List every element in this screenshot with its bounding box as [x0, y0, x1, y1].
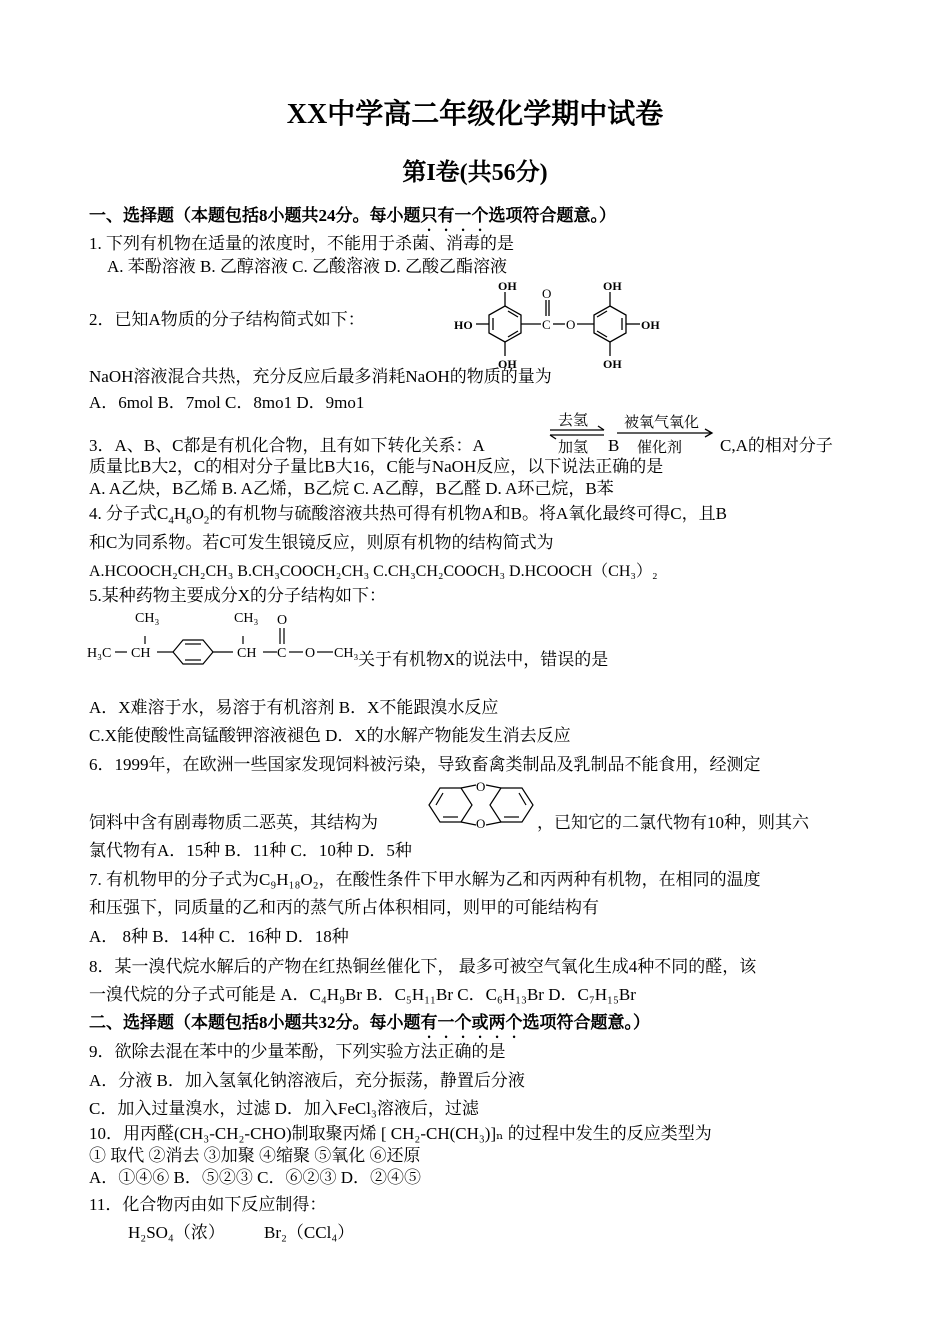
section-1-heading	[89, 205, 616, 235]
q5-label-ch3-top-2: CH₃	[234, 611, 259, 626]
q11-condition-1: H₂SO₄（浓）	[128, 1223, 225, 1242]
q5-label-ch3-top-1: CH₃	[135, 611, 160, 626]
q2-label-oh-bottom-right: OH	[603, 357, 622, 371]
q4-sub-1: 4	[168, 514, 174, 527]
q5-label-o-ester: O	[305, 646, 316, 661]
q7-line-1: 7. 有机物甲的分子式为C₉H₁₈O₂，在酸性条件下甲水解为乙和丙两种有机物，在相同的温度	[89, 870, 761, 889]
q2-label-oh-top-left: OH	[498, 279, 517, 293]
q9-options-cd: C．加入过量溴水，过滤 D．加入FeCl₃溶液后，过滤	[89, 1099, 479, 1118]
q4-sub-2: 8	[186, 514, 192, 527]
q3-options: A. A乙炔，B乙烯 B. A乙烯，B乙烷 C. A乙醇，B乙醛 D. A环己烷，B苯	[89, 479, 614, 498]
q1-stem-emphasis: 不能	[327, 234, 361, 253]
q2-label-carbonyl-oxygen: O	[542, 286, 552, 301]
q8-line-1: 8．某一溴代烷水解后的产物在红热铜丝催化下， 最多可被空气氧化生成4种不同的醛，该	[89, 957, 757, 976]
q3-stem-a: 3．A、B、C都是有机化合物，且有如下转化关系：A	[89, 436, 485, 455]
q5-options-ab: A．X难溶于水，易溶于有机溶剂 B．X不能跟溴水反应	[89, 698, 499, 717]
q6-oxygen-top: O	[476, 780, 486, 794]
q5-label-o-carbonyl: O	[277, 613, 288, 628]
q2-stem: 2．已知A物质的分子结构简式如下：	[89, 310, 365, 329]
q11-stem: 11．化合物丙由如下反应制得：	[89, 1195, 327, 1214]
q3-reaction-arrows	[542, 410, 727, 458]
q4-options: A.HCOOCH₂CH₂CH₃ B.CH₃COOCH₂CH₃ C.CH₃CH₂COOCH₃ D.HCOOCH（CH₃）₂	[89, 563, 658, 580]
q10-options: A．①④⑥ B．⑤②③ C．⑥②③ D．②④⑤	[89, 1168, 421, 1187]
q5-label-ch-2: CH	[237, 646, 257, 661]
q5-options-cd: C.X能使酸性高锰酸钾溶液褪色 D．X的水解产物能发生消去反应	[89, 726, 571, 745]
q3-arrow-2-bottom-label: 催化剂	[637, 440, 683, 456]
q10-stem: 10．用丙醛(CH₃-CH₂-CHO)制取聚丙烯 [ CH₂-CH(CH₃)]ₙ 的过程中发生的反应类型为	[89, 1124, 712, 1143]
q2-label-ester-oxygen: O	[566, 317, 576, 332]
section-2-heading	[89, 1012, 650, 1042]
q5-label-h3c: H₃C	[87, 646, 112, 661]
q2-label-oh-right: OH	[641, 318, 660, 332]
section-1-heading-b: 选项符合题意。）	[488, 206, 616, 225]
q2-label-oh-bottom-left: OH	[498, 357, 517, 371]
page-subtitle: 第I卷(共56分)	[402, 160, 548, 186]
q3-arrow-2-top-label: 被氧气氧化	[624, 415, 700, 431]
q9-options-ab: A．分液 B．加入氢氧化钠溶液后，充分振荡，静置后分液	[89, 1071, 525, 1090]
q4-line-1	[89, 503, 727, 531]
q11-condition-2: Br₂（CCl₄）	[264, 1223, 355, 1242]
q4-line-1-a: 4. 分子式C	[89, 504, 169, 523]
q3-arrow-1-top-label: 去氢	[558, 413, 589, 429]
q5-label-ch3-end: CH₃	[334, 646, 359, 661]
q4-line-1-b: 的有机物与硫酸溶液共热可得有机物A和B。将A氧化最终可得C，且B	[209, 504, 727, 523]
section-2-heading-a: 二、选择题（本题包括8小题共32分。每小题	[89, 1013, 421, 1032]
q5-label-ch-1: CH	[131, 646, 151, 661]
q8-line-2: 一溴代烷的分子式可能是 A．C₄H₉Br B．C₅H₁₁Br C．C₆H₁₃Br D．C₇H₁₅Br	[89, 985, 636, 1004]
q9-stem: 9．欲除去混在苯中的少量苯酚，下列实验方法正确的是	[89, 1042, 506, 1061]
q6-line-2-b: ，已知它的二氯代物有10种，则其六	[537, 813, 809, 832]
page-title: XX中学高二年级化学期中试卷	[286, 99, 664, 130]
section-2-heading-emphasis: 有一个或两个	[420, 1013, 523, 1032]
q6-line-2-a: 饲料中含有剧毒物质二恶英，其结构为	[89, 813, 378, 832]
q2-structure-diagram	[450, 278, 675, 373]
q6-dioxin-structure	[427, 780, 537, 830]
q3-arrow-1-bottom-label: 加氢	[558, 440, 589, 456]
q2-label-carbonyl-carbon: C	[542, 317, 551, 332]
q4-sub-3: 2	[203, 514, 210, 527]
q3-line-2: 质量比B大2，C的相对分子量比B大16，C能与NaOH反应，以下说法正确的是	[89, 457, 664, 476]
q3-stem-c: C,A的相对分子	[720, 436, 833, 455]
q5-structure-diagram	[87, 606, 362, 668]
section-1-heading-emphasis: 只有一个	[420, 206, 489, 225]
q5-stem: 5.某种药物主要成分X的分子结构如下：	[89, 586, 387, 605]
section-1-heading-a: 一、选择题（本题包括8小题共24分。每小题	[89, 206, 421, 225]
q7-line-2: 和压强下，同质量的乙和丙的蒸气所占体积相同，则甲的可能结构有	[89, 898, 599, 917]
q10-reaction-types: ① 取代 ②消去 ③加聚 ④缩聚 ⑤氧化 ⑥还原	[89, 1146, 421, 1165]
q4-line-2: 和C为同系物。若C可发生银镜反应，则原有机物的结构简式为	[89, 533, 554, 552]
q1-options: A. 苯酚溶液 B. 乙醇溶液 C. 乙酸溶液 D. 乙酸乙酯溶液	[107, 257, 507, 276]
q2-label-oh-top-right: OH	[603, 279, 622, 293]
q7-options: A． 8种 B．14种 C．16种 D．18种	[89, 927, 349, 946]
section-2-heading-b: 选项符合题意。）	[522, 1013, 650, 1032]
q2-label-ho-left: HO	[454, 318, 473, 332]
q4-mid-2: O	[191, 504, 204, 523]
q2-line-2: NaOH溶液混合共热，充分反应后最多消耗NaOH的物质的量为	[89, 367, 552, 386]
q6-line-3: 氯代物有A．15种 B．11种 C．10种 D．5种	[89, 841, 412, 860]
q6-line-1: 6．1999年，在欧洲一些国家发现饲料被污染，导致畜禽类制品及乳制品不能食用，经测定	[89, 755, 761, 774]
q1-stem-b: 用于杀菌、消毒的是	[361, 234, 514, 253]
q2-options: A．6mol B．7mol C．8mo1 D．9mo1	[89, 393, 365, 412]
q5-stem-tail: 关于有机物X的说法中，错误的是	[358, 650, 609, 669]
q1-stem-a: 1. 下列有机物在适量的浓度时，	[89, 234, 327, 253]
q4-mid-1: H	[173, 504, 187, 523]
q6-oxygen-bottom: O	[476, 816, 486, 830]
q3-stem-b: B	[608, 436, 620, 455]
q5-label-c: C	[277, 646, 287, 661]
